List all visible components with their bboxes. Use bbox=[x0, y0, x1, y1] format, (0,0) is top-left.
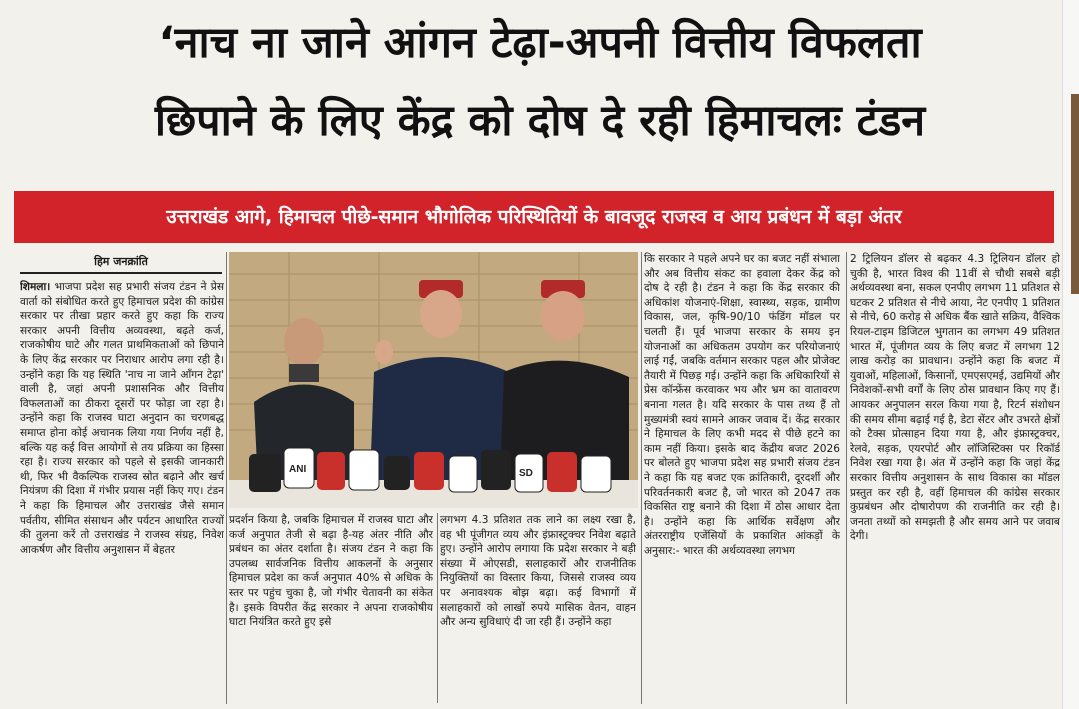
article-column-3 bbox=[440, 513, 636, 703]
article-col1-text: भाजपा प्रदेश सह प्रभारी संजय टंडन ने प्रेस वार्ता को संबोधित करते हुए हिमाचल प्रदेश की कांग्रेस सरकार पर तीखा प्रहार करते हुए कहा कि राज्य सरकार अपनी वित्तीय अव्यवस्था, बढ़ते कर्ज, राजकोषीय घाटे और गलत प्राथमिकताओं को छिपाने के लिए केंद्र सरकार पर निराधार आरोप लगा रही है। उन्होंने कहा कि यह स्थिति 'नाच ना जाने आँगन टेढ़ा' वाली है, जहां अपनी प्रशासनिक और वित्तीय विफलताओं का ठीकरा दूसरों पर फोड़ा जा रहा है। उन्होंने कहा कि राजस्व घाटा अनुदान का चरणबद्ध समाप्त होना कोई अचानक लिया गया निर्णय नहीं है, बल्कि यह कई वित्त आयोगों से तय प्रक्रिया का हिस्सा रहा है। राज्य सरकार को पहले से इसकी जानकारी थी, फिर भी वैकल्पिक राजस्व स्रोत बढ़ाने और खर्च नियंत्रण की दिशा में गंभीर प्रयास नहीं किए गए। टंडन ने कहा कि हिमाचल और उत्तराखंड जैसे समान पर्वतीय, सीमित संसाधन और पर्यटन आधारित राज्यों की तुलना करें तो उत्तराखंड ने राजस्व संग्रह, निवेश आकर्षण और वित्तीय अनुशासन में बेहतर bbox=[20, 281, 224, 556]
subheadline-text: उत्तराखंड आगे, हिमाचल पीछे-समान भौगोलिक परिस्थितियों के बावजूद राजस्व व आय प्रबंधन में बड़ा अंतर bbox=[166, 206, 902, 228]
byline: हिम जनक्रांति bbox=[20, 254, 222, 274]
headline-line-1: ‘नाच ना जाने आंगन टेढ़ा-अपनी वित्तीय विफलता bbox=[158, 18, 922, 68]
headline-line-2: छिपाने के लिए केंद्र को दोष दे रही हिमाचलः टंडन bbox=[154, 96, 926, 146]
column-divider bbox=[641, 252, 642, 704]
article-column-4 bbox=[644, 252, 840, 704]
mic-label-ani: ANI bbox=[289, 464, 307, 475]
press-conference-illustration bbox=[229, 252, 638, 508]
dateline: शिमला। bbox=[20, 281, 51, 293]
column-divider bbox=[846, 252, 847, 704]
column-divider bbox=[437, 513, 438, 703]
article-column-1 bbox=[20, 280, 224, 700]
mic-label-sd: SD bbox=[519, 468, 533, 479]
column-divider bbox=[226, 252, 227, 704]
article-column-2 bbox=[229, 513, 433, 703]
article-col4-text: कि सरकार ने पहले अपने घर का बजट नहीं संभाला और अब वित्तीय संकट का हवाला देकर केंद्र को दोष दे रही है। टंडन ने कहा कि केंद्र सरकार की अधिकांश योजनाएं-शिक्षा, स्वास्थ्य, सड़क, ग्रामीण विकास, जल, कृषि-90/10 फंडिंग मॉडल पर चलती हैं। पूर्व भाजपा सरकार के समय इन योजनाओं का अधिकतम उपयोग कर परियोजनाएं लाई गईं, जबकि वर्तमान सरकार पहल और प्रोजेक्ट तैयारी में पिछड़ गई। उन्होंने कहा कि अधिकारियों से प्रेस कॉन्फ्रेंस करवाकर भय और भ्रम का वातावरण बनाना गलत है। यदि सरकार के पास तथ्य हैं तो मुख्यमंत्री स्वयं सामने आकर जवाब दें। केंद्र सरकार ने हिमाचल के लिए कभी मदद से पीछे हटने का काम नहीं किया। इसके बाद केंद्रीय बजट 2026 पर बोलते हुए भाजपा प्रदेश सह प्रभारी संजय टंडन ने कहा कि यह बजट एक क्रांतिकारी, दूरदर्शी और परिवर्तनकारी बजट है, जो भारत को 2047 तक विकसित राष्ट्र बनाने की दिशा में ठोस आधार देता है। उन्होंने कहा कि आर्थिक सर्वेक्षण और अंतरराष्ट्रीय एजेंसियों के प्रकाशित आंकड़ों के अनुसार:- भारत की अर्थव्यवस्था लगभग bbox=[644, 253, 840, 557]
article-col2-text: प्रदर्शन किया है, जबकि हिमाचल में राजस्व घाटा और कर्ज अनुपात तेजी से बढ़ा है-यह अंतर नीति और प्रबंधन का अंतर दर्शाता है। संजय टंडन ने कहा कि उपलब्ध सार्वजनिक वित्तीय आकलनों के अनुसार हिमाचल प्रदेश का कर्ज अनुपात 40% से अधिक के स्तर पर पहुंच चुका है, जो गंभीर चेतावनी का संकेत है। इसके विपरीत केंद्र सरकार ने अपना राजकोषीय घाटा नियंत्रित करते हुए इसे bbox=[229, 514, 433, 629]
article-col3-text: लगभग 4.3 प्रतिशत तक लाने का लक्ष्य रखा है, वह भी पूंजीगत व्यय और इंफ्रास्ट्रक्चर निवेश बढ़ाते हुए। उन्होंने आरोप लगाया कि प्रदेश सरकार ने बड़ी संख्या में ओएसडी, सलाहकारों और राजनीतिक नियुक्तियों का विस्तार किया, जिससे राजस्व व्यय पर अनावश्यक बोझ बढ़ा। कई विभागों में सलाहकारों को लाखों रुपये मासिक वेतन, वाहन और अन्य सुविधाएं दी जा रही हैं। उन्होंने कहा bbox=[440, 514, 636, 629]
adjacent-photo-thumbnail bbox=[1071, 94, 1079, 294]
press-conference-photo bbox=[229, 252, 638, 508]
subheadline-strip bbox=[14, 191, 1054, 243]
article-col5-text: 2 ट्रिलियन डॉलर से बढ़कर 4.3 ट्रिलियन डॉलर हो चुकी है, भारत विश्व की 11वीं से चौथी सबसे बड़ी अर्थव्यवस्था बना, सकल एनपीए लगभग 11 प्रतिशत से घटकर 2 प्रतिशत से नीचे आया, नेट एनपीए 1 प्रतिशत से नीचे, 60 करोड़ से अधिक बैंक खाते सक्रिय, वैश्विक रियल-टाइम डिजिटल भुगतान का लगभग 49 प्रतिशत भारत में, पूंजीगत व्यय के लिए बजट में लगभग 12 लाख करोड़ का प्रावधान। उन्होंने कहा कि बजट में युवाओं, महिलाओं, किसानों, एमएसएमई, उद्यमियों और निवेशकों-सभी वर्गों के लिए ठोस प्रावधान किए गए हैं। आयकर अनुपालन सरल किया गया है, रिटर्न संशोधन की समय सीमा बढ़ाई गई है, डेटा सेंटर और उभरते क्षेत्रों को टैक्स प्रोत्साहन दिया गया है, और इंफ्रास्ट्रक्चर, रेलवे, सड़क, एयरपोर्ट और लॉजिस्टिक्स पर रिकॉर्ड निवेश रखा गया है। अंत में उन्होंने कहा कि जहां केंद्र सरकार वित्तीय अनुशासन के साथ विकास का मॉडल प्रस्तुत कर रही है, वहीं हिमाचल की कांग्रेस सरकार कुप्रबंधन और दोषारोपण की राजनीति कर रही है। जनता तथ्यों को समझती है और समय आने पर जवाब देगी। bbox=[850, 253, 1060, 543]
article-column-5 bbox=[850, 252, 1060, 704]
